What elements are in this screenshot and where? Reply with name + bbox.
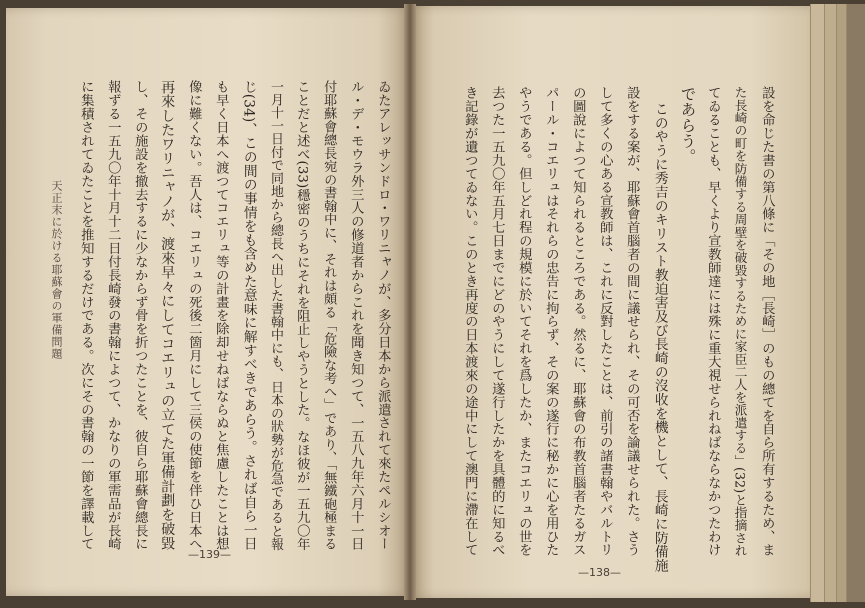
- text-line: ル・デ・モウラ外三人の修道者からこれを聞き知つて、一五八九年六月十一日: [348, 80, 364, 551]
- text-line: の圖說によつて知られるところである。然るに、耶蘇會の布教首腦者たるガス: [570, 86, 586, 557]
- text-line: 一月十一日付で同地から總長へ出した書翰中にも、日本の狀勢が危急であると報: [267, 80, 283, 551]
- book-gutter: [404, 4, 416, 600]
- text-line: し、その施設を撤去するに少なからず骨を折つたことを、彼自ら耶蘇會總長に: [132, 80, 148, 551]
- text-line: 設を命じた書の第八條に「その地［長崎］のもの總てを自ら所有するため、ま: [759, 86, 775, 557]
- text-line: やうである。但しどれ程の規模に於いてそれを爲したか、またコエリュの世を: [516, 86, 532, 557]
- text-line: き記錄が遺つてゐない。このとき再度の日本渡來の途中にして澳門に滯在して: [462, 86, 478, 557]
- text-line: このやうに秀吉のキリスト教迫害及び長崎の沒收を機として、長崎に防備施: [651, 102, 668, 573]
- text-line: であらう。: [678, 86, 697, 164]
- text-line: 去つた一五九〇年五月七日までにどのやうにして遂行したかを具體的に知るべ: [489, 86, 505, 557]
- text-line: 報ずる一五九〇年十月十二日付長崎發の書翰によつて、かなりの軍需品が長崎: [105, 80, 121, 551]
- text-line: ゐたアレッサンドロ・ワリニャノが、多分日本から派遣されて來たペルシオー: [375, 80, 391, 551]
- text-line: に集積されてゐたことを推知するだけである。次にその書翰の一節を譯載して: [78, 80, 94, 551]
- text-line: 設をする案が、耶蘇會首腦者の間に議せられ、その可否を論議せられた。さう: [624, 86, 640, 557]
- book-cover-edge: [846, 4, 865, 602]
- text-line: 像に難くない。吾人は、コエリュの死後二箇月にして三侯の使節を伴ひ日本へ: [186, 80, 202, 551]
- text-line: パール・コエリュはそれらの忠告に拘らず、その案の遂行に秘かに心を用ひた: [543, 86, 559, 557]
- text-line: 付耶蘇會總長宛の書翰中に、それは頗る「危險な考へ」であり、「無鐵砲極まる: [321, 80, 337, 551]
- text-line: ことだと述べ(33)穩密のうちにそれを阻止しやうとした。なほ彼が一五九〇年: [294, 80, 310, 551]
- text-line: じ(34)、この間の事情をも含めた意味に解すべきであらう。されば自ら一日: [240, 80, 257, 551]
- running-head: 天正末に於ける耶蘇會の軍備問題: [50, 180, 63, 360]
- text-line: た長崎の町を防備する周壁を破毀するために家臣二人を派遣する」(32)と指摘され: [732, 86, 748, 557]
- page-number: —139—: [188, 548, 231, 561]
- text-line: して多くの心ある宣教師は、これに反對したことは、前引の諸書翰やバルトリ: [597, 86, 613, 557]
- text-line: も早く日本へ渡つてコエリュ等の計畫を除却せねばならぬと焦慮したことは想: [213, 80, 229, 551]
- text-line: てゐることも、早くより宣教師達には殊に重大視せられねばならなかつたわけ: [705, 86, 721, 557]
- page-stack-edge: [810, 4, 825, 602]
- text-line: 再來したワリニャノが、渡來早々にしてコエリュの立てた軍備計劃を破毀: [159, 80, 176, 551]
- page-number: —138—: [578, 566, 621, 579]
